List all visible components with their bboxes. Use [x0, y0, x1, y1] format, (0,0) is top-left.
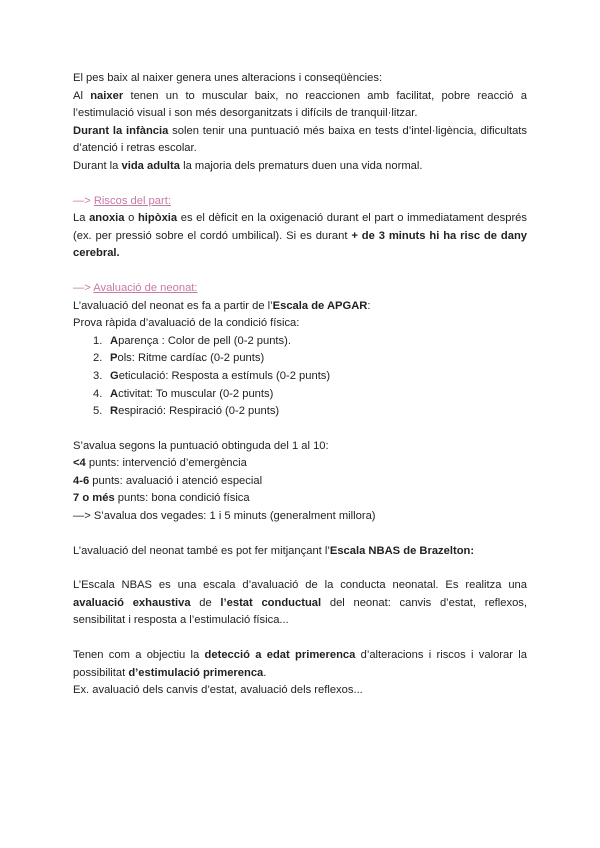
- apgar-list: [90, 333, 527, 421]
- example-line: Ex. avaluació dels canvis d’estat, avaluació dels reflexos...: [73, 684, 363, 697]
- list-item: 3. Geticulació: Resposta a estímuls (0-2 punts): [93, 369, 331, 382]
- list-item: 1. Aparença : Color de pell (0-2 punts).: [93, 334, 291, 347]
- apgar-subtitle: Prova ràpida d’avaluació de la condició física:: [73, 317, 300, 330]
- section-heading-neonat[interactable]: —> Avaluació de neonat:: [73, 281, 198, 294]
- intro-paragraph-1: El pes baix al naixer genera unes alteracions i conseqüències:: [73, 72, 383, 84]
- apgar-intro: L’avaluació del neonat es fa a partir de l’Escala de APGAR:: [73, 299, 371, 312]
- brazelton-intro: L’avaluació del neonat també es pot fer mitjançant l’Escala NBAS de Brazelton:: [73, 544, 475, 557]
- list-item: 5. Respiració: Respiració (0-2 punts): [93, 405, 280, 418]
- intro-paragraph-2: Al naixer tenen un to muscular baix, no reaccionen amb facilitat, pobre reacció a l’estimulació visual i son més desorganitzats i difícils de tranquil·litzar.: [73, 89, 527, 120]
- score-note: —> S’avalua dos vegades: 1 i 5 minuts (generalment millora): [73, 510, 376, 523]
- document-body: [73, 70, 527, 700]
- score-high: 7 o més punts: bona condició física: [73, 492, 250, 505]
- objective-paragraph: Tenen com a objectiu la detecció a edat primerenca d’alteracions i riscos i valorar la possibilitat d’estimulació primerenca.: [73, 649, 527, 679]
- score-low: <4 punts: intervenció d’emergència: [73, 457, 247, 470]
- list-item: 4. Activitat: To muscular (0-2 punts): [93, 387, 274, 400]
- score-mid: 4-6 punts: avaluació i atenció especial: [73, 474, 263, 487]
- list-item: 2. Pols: Ritme cardíac (0-2 punts): [93, 352, 265, 365]
- intro-paragraph-4: Durant la vida adulta la majoria dels prematurs duen una vida normal.: [73, 159, 423, 172]
- section-heading-riscos[interactable]: —> Riscos del part:: [73, 194, 171, 207]
- nbas-paragraph: L’Escala NBAS es una escala d’avaluació de la conducta neonatal. Es realitza una avaluació exhaustiva de l’estat conductual del neonat: canvis d’estat, reflexos, sensibilitat i resposta a l’estimulació física...: [73, 579, 528, 627]
- score-intro: S’avalua segons la puntuació obtinguda del 1 al 10:: [73, 439, 329, 452]
- riscos-paragraph: La anoxia o hipòxia es el dèficit en la oxigenació durant el part o immediatament després (ex. per pressió sobre el cordó umbilical). Si es durant + de 3 minuts hi ha risc de dany cerebral.: [73, 212, 528, 260]
- intro-paragraph-3: Durant la infància solen tenir una puntuació més baixa en tests d’intel·ligència, dificultats d’atenció i retras escolar.: [73, 124, 527, 155]
